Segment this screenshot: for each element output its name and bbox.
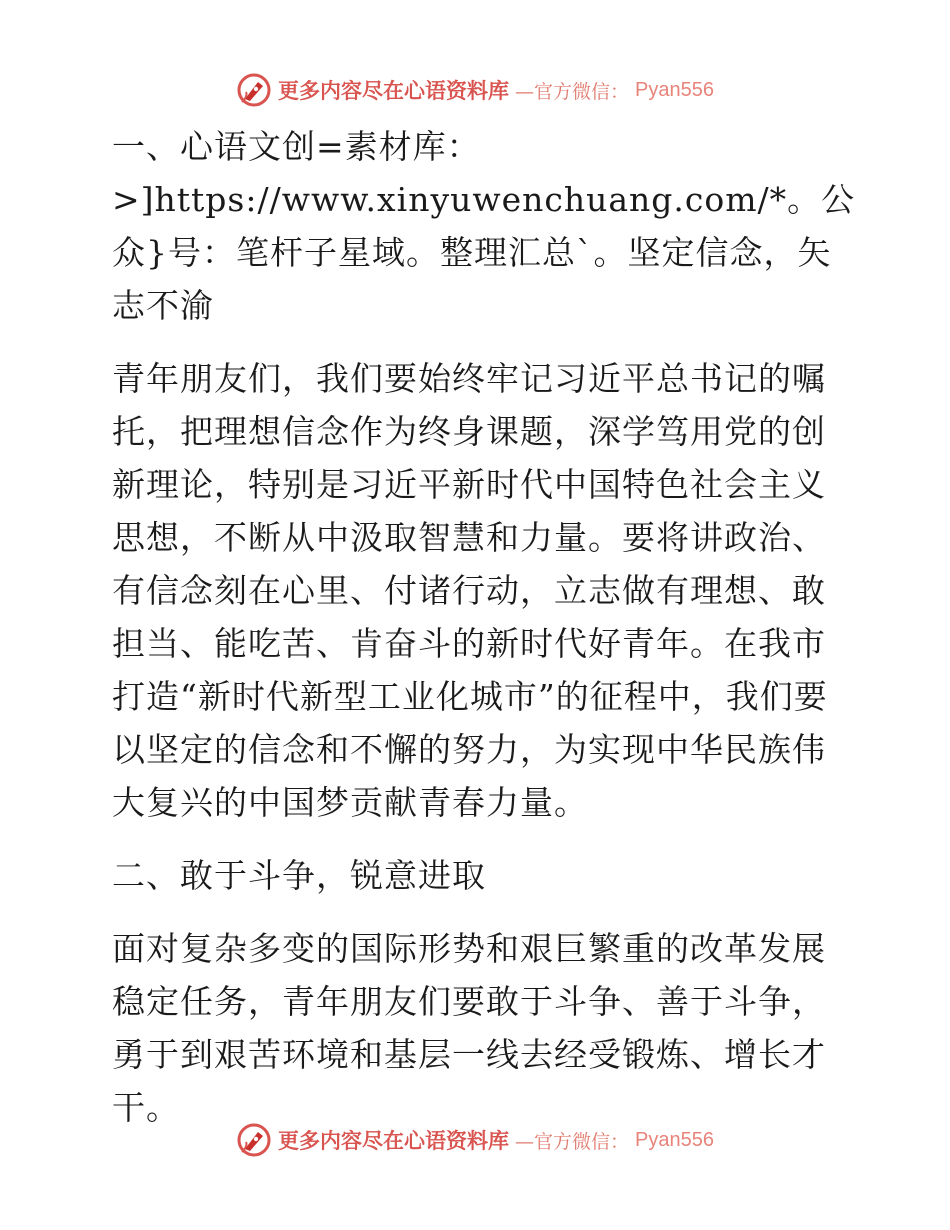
pen-nib-logo-icon	[236, 72, 272, 108]
section-heading-2: 二、敢于斗争，锐意进取	[112, 856, 486, 895]
body-paragraph-1: 青年朋友们，我们要始终牢记习近平总书记的嘱托，把理想信念作为终身课题，深学笃用党的创新理论，特别是习近平新时代中国特色社会主义思想，不断从中汲取智慧和力量。要将讲政治、有信念刻在心里、付诸行动，立志做有理想、敢担当、能吃苦、肯奋斗的新时代好青年。在我市打造“新时代新型工业化城市”的征程中，我们要以坚定的信念和不懈的努力，为实现中华民族伟大复兴的中国梦贡献青春力量。	[112, 359, 828, 822]
footer-watermark-banner	[0, 1118, 950, 1162]
banner-main-text: 更多内容尽在心语资料库	[278, 78, 509, 103]
body-paragraph-2: 面对复杂多变的国际形势和艰巨繁重的改革发展稳定任务，青年朋友们要敢于斗争、善于斗争，勇于到艰苦环境和基层一线去经受锻炼、增长才干。	[112, 929, 826, 1127]
banner-sub-text: —官方微信：	[515, 80, 630, 103]
banner-sub-text: —官方微信：	[515, 1130, 630, 1153]
section-heading-1: 一、心语文创=素材库：>]https://www.xinyuwenchuang.com/*。公众}号：笔杆子星域。整理汇总`。坚定信念，矢志不渝	[112, 127, 856, 325]
banner-wechat-id: Pyan556	[635, 1128, 714, 1151]
pen-nib-logo-icon	[236, 1122, 272, 1158]
banner-wechat-id: Pyan556	[635, 78, 714, 101]
document-body	[98, 120, 858, 1134]
banner-main-text: 更多内容尽在心语资料库	[278, 1128, 509, 1153]
header-watermark-banner	[0, 68, 950, 112]
